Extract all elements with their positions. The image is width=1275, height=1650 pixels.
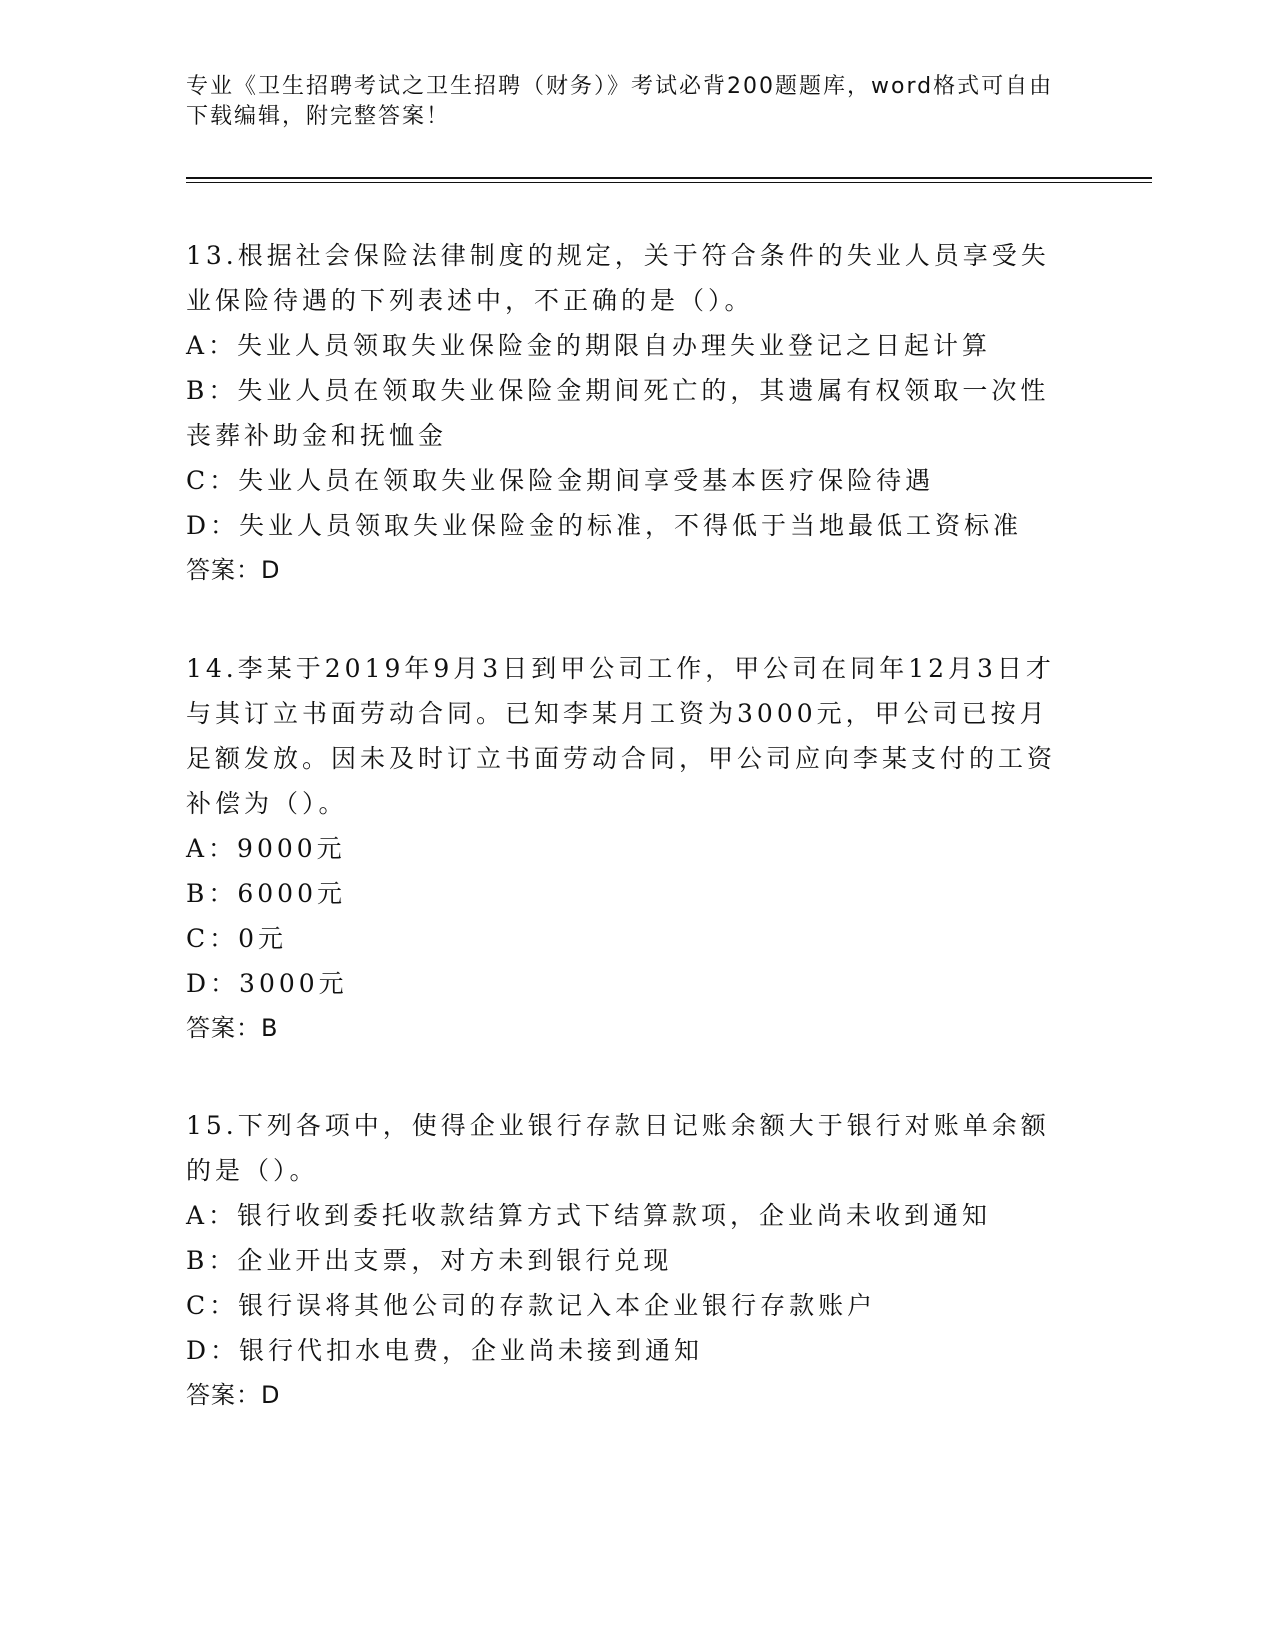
answer: 答案：D	[186, 1381, 281, 1409]
option-c: C：0元	[186, 924, 288, 953]
option-c: C：失业人员在领取失业保险金期间享受基本医疗保险待遇	[186, 466, 935, 495]
question-15	[186, 1103, 1076, 1418]
question-stem: 14.李某于2019年9月3日到甲公司工作，甲公司在同年12月3日才与其订立书面劳动合同。已知李某月工资为3000元，甲公司已按月足额发放。因未及时订立书面劳动合同，甲公司应向李某支付的工资补偿为（）。	[186, 654, 1057, 818]
answer: 答案：B	[186, 1014, 279, 1042]
option-b: B：企业开出支票，对方未到银行兑现	[186, 1246, 673, 1275]
option-a: A：失业人员领取失业保险金的期限自办理失业登记之日起计算	[186, 331, 992, 360]
header-rule-bottom	[186, 182, 1152, 183]
option-b: B：6000元	[186, 879, 346, 908]
question-14	[186, 646, 1076, 1051]
question-13	[186, 233, 1076, 593]
question-stem: 15.下列各项中，使得企业银行存款日记账余额大于银行对账单余额的是（）。	[186, 1111, 1050, 1185]
option-a: A：9000元	[186, 834, 346, 863]
header-rule-top	[186, 177, 1152, 179]
document-intro: 专业《卫生招聘考试之卫生招聘（财务）》考试必背200题题库，word格式可自由下载编辑，附完整答案！	[186, 74, 1054, 129]
answer: 答案：D	[186, 556, 281, 584]
option-d: D：失业人员领取失业保险金的标准，不得低于当地最低工资标准	[186, 511, 1023, 540]
question-stem: 13.根据社会保险法律制度的规定，关于符合条件的失业人员享受失业保险待遇的下列表述中，不正确的是（）。	[186, 241, 1050, 315]
option-d: D：3000元	[186, 969, 348, 998]
option-a: A：银行收到委托收款结算方式下结算款项，企业尚未收到通知	[186, 1201, 992, 1230]
option-c: C：银行误将其他公司的存款记入本企业银行存款账户	[186, 1291, 877, 1320]
option-d: D：银行代扣水电费，企业尚未接到通知	[186, 1336, 704, 1365]
option-b: B：失业人员在领取失业保险金期间死亡的，其遗属有权领取一次性丧葬补助金和抚恤金	[186, 376, 1050, 450]
